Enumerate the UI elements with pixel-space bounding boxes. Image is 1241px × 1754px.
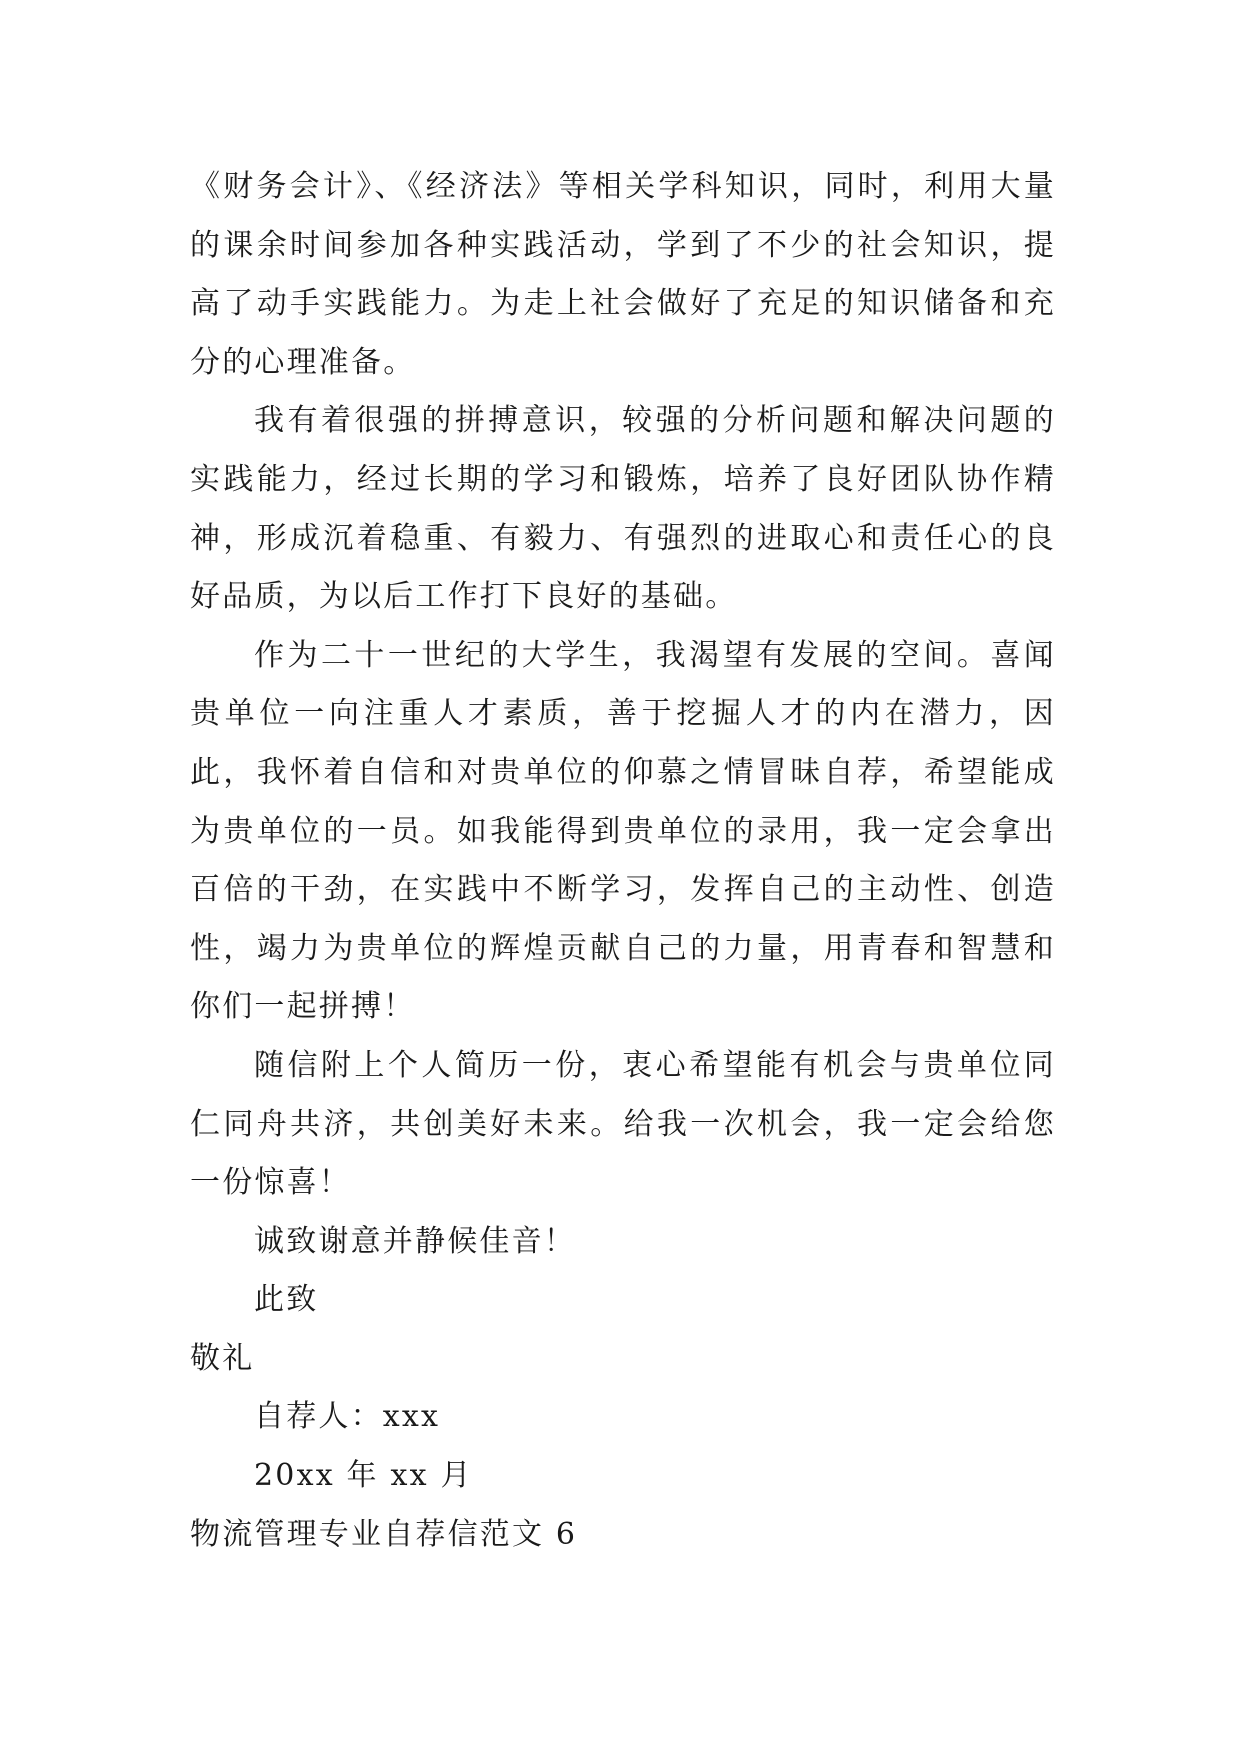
signature: 自荐人：xxx: [254, 1399, 441, 1435]
closing-ci-zhi: 此致: [254, 1282, 319, 1318]
paragraph-aspiration: 作为二十一世纪的大学生，我渴望有发展的空间。喜闻贵单位一向注重人才素质，善于挖掘人才的内在潜力，因此，我怀着自信和对贵单位的仰慕之情冒昧自荐，希望能成为贵单位的一员。如我能得到贵单位的录用，我一定会拿出百倍的干劲，在实践中不断学习，发挥自己的主动性、创造性，竭力为贵单位的辉煌贡献自己的力量，用青春和智慧和你们一起拼搏！: [190, 637, 1056, 1025]
date: 20xx 年 xx 月: [254, 1458, 473, 1494]
closing-thanks: 诚致谢意并静候佳音！: [254, 1223, 576, 1259]
closing-jing-li: 敬礼: [190, 1340, 255, 1376]
paragraph-resume-attached: 随信附上个人简历一份，衷心希望能有机会与贵单位同仁同舟共济，共创美好未来。给我一次机会，我一定会给您一份惊喜！: [190, 1047, 1056, 1201]
letter-body: [190, 158, 1056, 1564]
paragraph-education: 《财务会计》、《经济法》等相关学科知识，同时，利用大量的课余时间参加各种实践活动，学到了不少的社会知识，提高了动手实践能力。为走上社会做好了充足的知识储备和充分的心理准备。: [190, 169, 1056, 380]
next-section-title: 物流管理专业自荐信范文 6: [190, 1516, 578, 1552]
paragraph-abilities: 我有着很强的拼搏意识，较强的分析问题和解决问题的实践能力，经过长期的学习和锻炼，培养了良好团队协作精神，形成沉着稳重、有毅力、有强烈的进取心和责任心的良好品质，为以后工作打下良好的基础。: [190, 403, 1056, 615]
